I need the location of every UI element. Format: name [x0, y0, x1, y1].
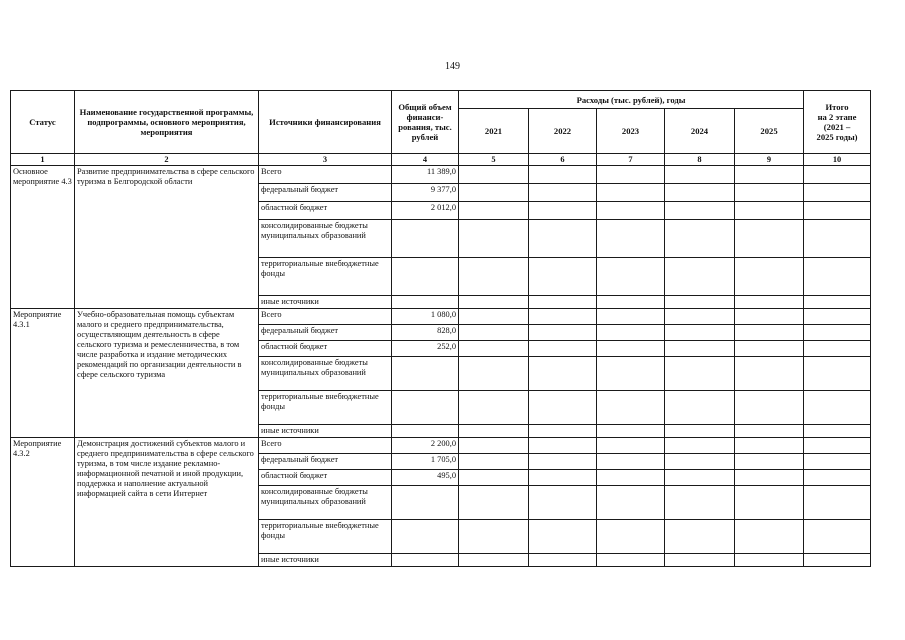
header-expenses-group: Расходы (тыс. рублей), годы	[459, 91, 804, 109]
source-cell: областной бюджет	[259, 470, 392, 486]
source-cell: Всего	[259, 438, 392, 454]
header-year-2025: 2025	[735, 109, 804, 154]
source-cell: федеральный бюджет	[259, 454, 392, 470]
source-cell: иные источники	[259, 425, 392, 438]
header-year-2024: 2024	[665, 109, 735, 154]
source-cell: федеральный бюджет	[259, 325, 392, 341]
amount-cell	[392, 520, 459, 554]
column-number: 9	[735, 154, 804, 166]
header-year-2021: 2021	[459, 109, 529, 154]
header-name: Наименование государственной программы, подпрограммы, основного мероприятия, мероприятия	[75, 91, 259, 154]
amount-cell: 828,0	[392, 325, 459, 341]
source-cell: иные источники	[259, 296, 392, 309]
column-number: 3	[259, 154, 392, 166]
row-status: Основное мероприятие 4.3	[11, 166, 75, 309]
amount-cell	[392, 258, 459, 296]
source-cell: консолидированные бюджеты муниципальных образований	[259, 486, 392, 520]
source-cell: федеральный бюджет	[259, 184, 392, 202]
row-name: Развитие предпринимательства в сфере сельского туризма в Белгородской области	[75, 166, 259, 309]
amount-cell	[392, 486, 459, 520]
amount-cell: 11 389,0	[392, 166, 459, 184]
amount-cell	[392, 357, 459, 391]
column-number: 4	[392, 154, 459, 166]
column-number: 10	[804, 154, 871, 166]
amount-cell	[392, 425, 459, 438]
source-cell: консолидированные бюджеты муниципальных образований	[259, 357, 392, 391]
column-number: 2	[75, 154, 259, 166]
source-cell: территориальные внебюджетные фонды	[259, 520, 392, 554]
source-cell: консолидированные бюджеты муниципальных образований	[259, 220, 392, 258]
source-cell: Всего	[259, 309, 392, 325]
table-row	[11, 166, 871, 184]
column-number: 8	[665, 154, 735, 166]
amount-cell: 2 012,0	[392, 202, 459, 220]
amount-cell	[392, 296, 459, 309]
amount-cell: 9 377,0	[392, 184, 459, 202]
table-row	[11, 438, 871, 454]
column-number: 1	[11, 154, 75, 166]
amount-cell: 1 080,0	[392, 309, 459, 325]
amount-cell: 2 200,0	[392, 438, 459, 454]
source-cell: иные источники	[259, 554, 392, 567]
page-number: 149	[445, 61, 460, 72]
source-cell: областной бюджет	[259, 202, 392, 220]
amount-cell: 1 705,0	[392, 454, 459, 470]
amount-cell	[392, 220, 459, 258]
row-name: Демонстрация достижений субъектов малого и среднего предпринимательства в сфере сельского туризма, в том числе издание рекламно-информационной печатной и иной продукции, поддержка и наполнение актуальной информацией сайта в сети Интернет	[75, 438, 259, 567]
header-total-volume: Общий объем финанси-рования, тыс. рублей	[392, 91, 459, 154]
header-sources: Источники финансирования	[259, 91, 392, 154]
amount-cell	[392, 391, 459, 425]
header-year-2022: 2022	[529, 109, 597, 154]
source-cell: областной бюджет	[259, 341, 392, 357]
header-status: Статус	[11, 91, 75, 154]
row-status: Мероприятие 4.3.1	[11, 309, 75, 438]
source-cell: территориальные внебюджетные фонды	[259, 258, 392, 296]
source-cell: территориальные внебюджетные фонды	[259, 391, 392, 425]
amount-cell: 252,0	[392, 341, 459, 357]
header-year-2023: 2023	[597, 109, 665, 154]
amount-cell: 495,0	[392, 470, 459, 486]
column-number: 6	[529, 154, 597, 166]
table-row	[11, 309, 871, 325]
column-number-row	[11, 154, 871, 166]
amount-cell	[392, 554, 459, 567]
column-number: 5	[459, 154, 529, 166]
column-number: 7	[597, 154, 665, 166]
row-name: Учебно-образовательная помощь субъектам малого и среднего предпринимательства, осуществляющим деятельность в сфере сельского туризма и ремесленничества, в том числе разработка и издание методических рекомендаций по организации деятельности в сфере сельского туризма	[75, 309, 259, 438]
source-cell: Всего	[259, 166, 392, 184]
header-stage-total: Итого на 2 этапе (2021 – 2025 годы)	[804, 91, 871, 154]
row-status: Мероприятие 4.3.2	[11, 438, 75, 567]
budget-table	[10, 90, 871, 567]
